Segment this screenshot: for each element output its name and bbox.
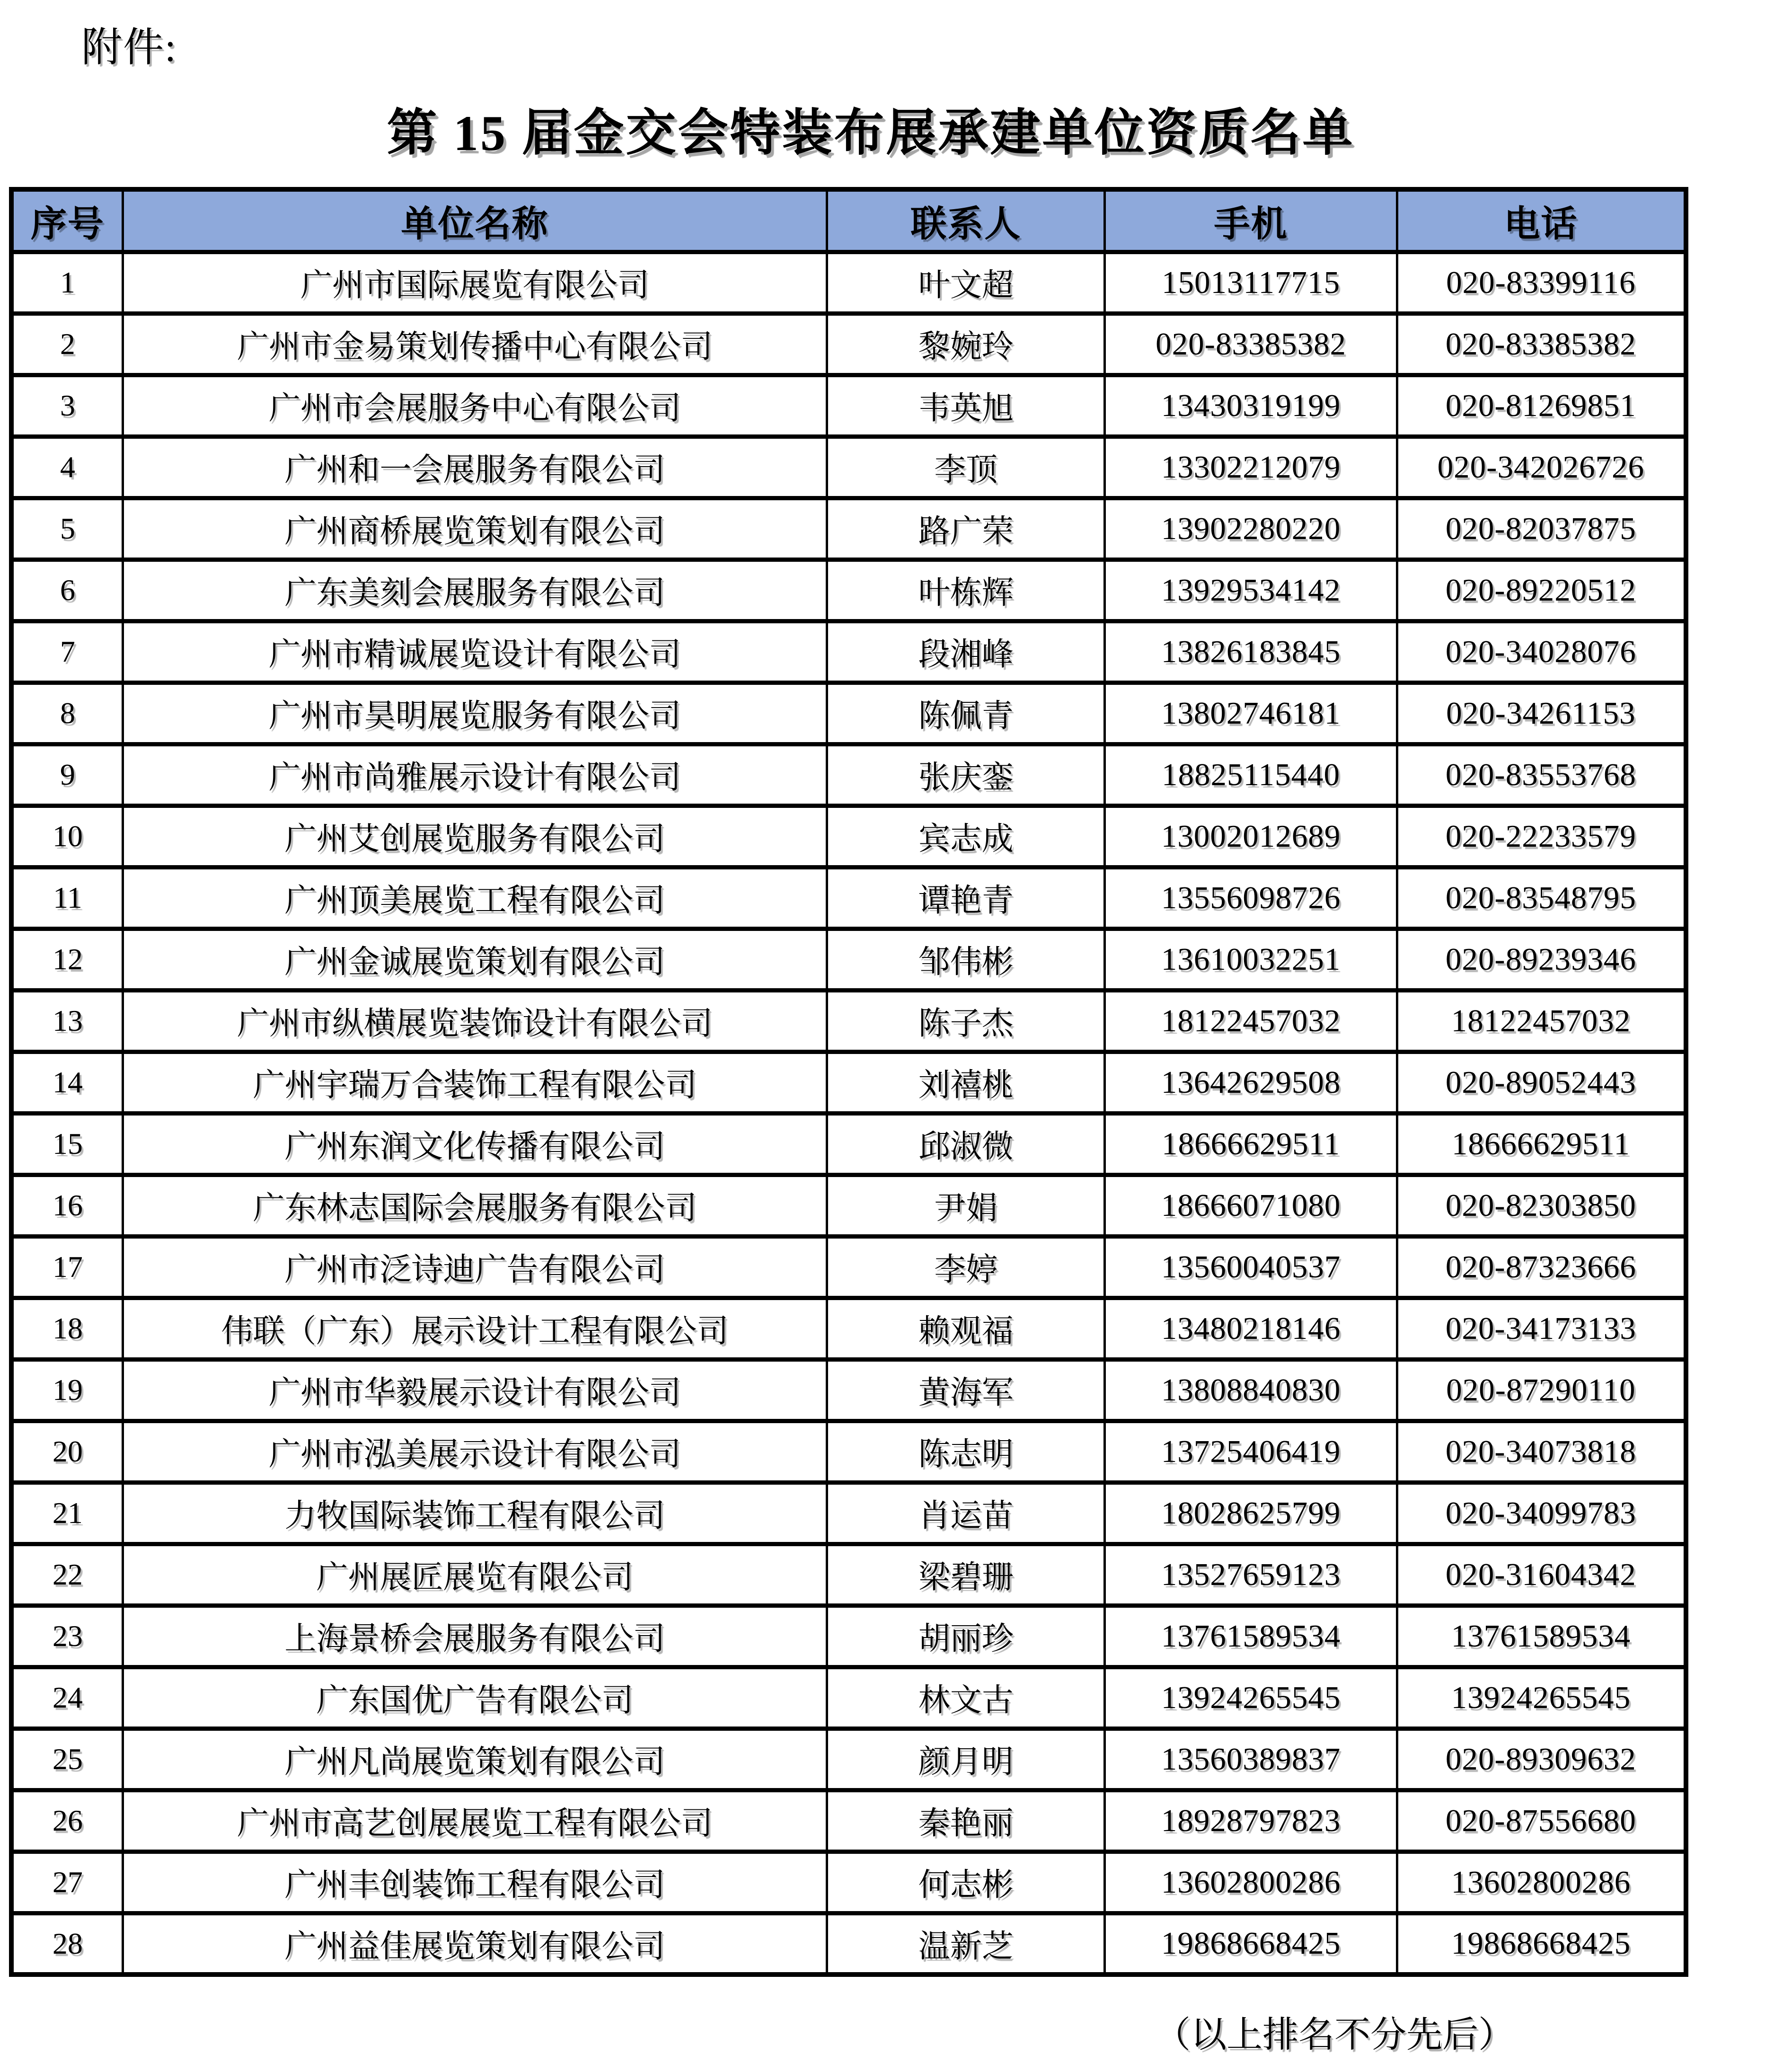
table-row bbox=[11, 498, 1686, 559]
company-name-cell: 广州市金易策划传播中心有限公司 bbox=[123, 313, 827, 375]
contact-name-cell: 胡丽珍 bbox=[827, 1605, 1104, 1667]
company-name-cell: 广东国优广告有限公司 bbox=[123, 1667, 827, 1728]
company-name-cell: 广州东润文化传播有限公司 bbox=[123, 1113, 827, 1175]
row-number-cell: 12 bbox=[11, 929, 123, 990]
column-header-no: 序号 bbox=[11, 189, 123, 252]
mobile-cell: 19868668425 bbox=[1105, 1913, 1397, 1975]
phone-cell: 13761589534 bbox=[1397, 1605, 1686, 1667]
company-name-cell: 力牧国际装饰工程有限公司 bbox=[123, 1482, 827, 1544]
table-row bbox=[11, 682, 1686, 744]
row-number-cell: 10 bbox=[11, 806, 123, 867]
phone-cell: 020-82037875 bbox=[1397, 498, 1686, 559]
mobile-cell: 13430319199 bbox=[1105, 375, 1397, 436]
row-number-cell: 9 bbox=[11, 744, 123, 806]
row-number-cell: 3 bbox=[11, 375, 123, 436]
contact-name-cell: 黄海军 bbox=[827, 1359, 1104, 1421]
contact-name-cell: 林文古 bbox=[827, 1667, 1104, 1728]
table-row bbox=[11, 1544, 1686, 1605]
table-row bbox=[11, 252, 1686, 313]
mobile-cell: 13560389837 bbox=[1105, 1728, 1397, 1790]
table-row bbox=[11, 1913, 1686, 1975]
company-name-cell: 广东林志国际会展服务有限公司 bbox=[123, 1175, 827, 1236]
phone-cell: 19868668425 bbox=[1397, 1913, 1686, 1975]
table-row bbox=[11, 990, 1686, 1052]
company-name-cell: 广州艾创展览服务有限公司 bbox=[123, 806, 827, 867]
mobile-cell: 18825115440 bbox=[1105, 744, 1397, 806]
phone-cell: 020-34073818 bbox=[1397, 1421, 1686, 1482]
mobile-cell: 13725406419 bbox=[1105, 1421, 1397, 1482]
phone-cell: 020-83399116 bbox=[1397, 252, 1686, 313]
phone-cell: 020-82303850 bbox=[1397, 1175, 1686, 1236]
mobile-cell: 13929534142 bbox=[1105, 559, 1397, 621]
mobile-cell: 18122457032 bbox=[1105, 990, 1397, 1052]
table-row bbox=[11, 313, 1686, 375]
row-number-cell: 11 bbox=[11, 867, 123, 929]
table-row bbox=[11, 1113, 1686, 1175]
company-name-cell: 广州市昊明展览服务有限公司 bbox=[123, 682, 827, 744]
company-name-cell: 广州顶美展览工程有限公司 bbox=[123, 867, 827, 929]
company-name-cell: 上海景桥会展服务有限公司 bbox=[123, 1605, 827, 1667]
mobile-cell: 15013117715 bbox=[1105, 252, 1397, 313]
phone-cell: 020-89220512 bbox=[1397, 559, 1686, 621]
mobile-cell: 13002012689 bbox=[1105, 806, 1397, 867]
company-name-cell: 广州市精诚展览设计有限公司 bbox=[123, 621, 827, 682]
row-number-cell: 25 bbox=[11, 1728, 123, 1790]
contact-name-cell: 颜月明 bbox=[827, 1728, 1104, 1790]
contact-name-cell: 陈子杰 bbox=[827, 990, 1104, 1052]
table-row bbox=[11, 1298, 1686, 1359]
phone-cell: 020-31604342 bbox=[1397, 1544, 1686, 1605]
table-row bbox=[11, 559, 1686, 621]
column-header-contact: 联系人 bbox=[827, 189, 1104, 252]
contact-name-cell: 温新芝 bbox=[827, 1913, 1104, 1975]
table-row bbox=[11, 1790, 1686, 1851]
company-name-cell: 广州益佳展览策划有限公司 bbox=[123, 1913, 827, 1975]
row-number-cell: 24 bbox=[11, 1667, 123, 1728]
contact-name-cell: 刘禧桃 bbox=[827, 1052, 1104, 1113]
phone-cell: 13602800286 bbox=[1397, 1851, 1686, 1913]
row-number-cell: 13 bbox=[11, 990, 123, 1052]
company-name-cell: 广州市华毅展示设计有限公司 bbox=[123, 1359, 827, 1421]
phone-cell: 020-22233579 bbox=[1397, 806, 1686, 867]
table-row bbox=[11, 806, 1686, 867]
company-name-cell: 广州凡尚展览策划有限公司 bbox=[123, 1728, 827, 1790]
contact-name-cell: 邹伟彬 bbox=[827, 929, 1104, 990]
row-number-cell: 28 bbox=[11, 1913, 123, 1975]
contact-name-cell: 肖运苗 bbox=[827, 1482, 1104, 1544]
mobile-cell: 020-83385382 bbox=[1105, 313, 1397, 375]
contact-name-cell: 尹娟 bbox=[827, 1175, 1104, 1236]
table-row bbox=[11, 929, 1686, 990]
row-number-cell: 19 bbox=[11, 1359, 123, 1421]
table-row bbox=[11, 1851, 1686, 1913]
phone-cell: 020-87290110 bbox=[1397, 1359, 1686, 1421]
table-row bbox=[11, 436, 1686, 498]
phone-cell: 18666629511 bbox=[1397, 1113, 1686, 1175]
mobile-cell: 13924265545 bbox=[1105, 1667, 1397, 1728]
mobile-cell: 13642629508 bbox=[1105, 1052, 1397, 1113]
row-number-cell: 20 bbox=[11, 1421, 123, 1482]
contact-name-cell: 陈志明 bbox=[827, 1421, 1104, 1482]
contact-name-cell: 陈佩青 bbox=[827, 682, 1104, 744]
column-header-mobile: 手机 bbox=[1105, 189, 1397, 252]
table-row bbox=[11, 1359, 1686, 1421]
row-number-cell: 5 bbox=[11, 498, 123, 559]
table-header-row bbox=[11, 189, 1686, 252]
company-name-cell: 广州市泓美展示设计有限公司 bbox=[123, 1421, 827, 1482]
contact-name-cell: 叶文超 bbox=[827, 252, 1104, 313]
contact-name-cell: 何志彬 bbox=[827, 1851, 1104, 1913]
column-header-company: 单位名称 bbox=[123, 189, 827, 252]
row-number-cell: 6 bbox=[11, 559, 123, 621]
table-row bbox=[11, 867, 1686, 929]
company-name-cell: 广州商桥展览策划有限公司 bbox=[123, 498, 827, 559]
mobile-cell: 18928797823 bbox=[1105, 1790, 1397, 1851]
contact-name-cell: 赖观福 bbox=[827, 1298, 1104, 1359]
table-row bbox=[11, 744, 1686, 806]
contact-name-cell: 张庆銮 bbox=[827, 744, 1104, 806]
mobile-cell: 13560040537 bbox=[1105, 1236, 1397, 1298]
company-name-cell: 广东美刻会展服务有限公司 bbox=[123, 559, 827, 621]
row-number-cell: 1 bbox=[11, 252, 123, 313]
company-name-cell: 广州宇瑞万合装饰工程有限公司 bbox=[123, 1052, 827, 1113]
row-number-cell: 26 bbox=[11, 1790, 123, 1851]
company-name-cell: 广州市高艺创展展览工程有限公司 bbox=[123, 1790, 827, 1851]
qualification-table bbox=[9, 187, 1688, 1977]
mobile-cell: 13808840830 bbox=[1105, 1359, 1397, 1421]
phone-cell: 020-34173133 bbox=[1397, 1298, 1686, 1359]
contact-name-cell: 邱淑微 bbox=[827, 1113, 1104, 1175]
mobile-cell: 13480218146 bbox=[1105, 1298, 1397, 1359]
table-row bbox=[11, 375, 1686, 436]
phone-cell: 020-83548795 bbox=[1397, 867, 1686, 929]
mobile-cell: 13610032251 bbox=[1105, 929, 1397, 990]
mobile-cell: 13826183845 bbox=[1105, 621, 1397, 682]
company-name-cell: 广州市泛诗迪广告有限公司 bbox=[123, 1236, 827, 1298]
phone-cell: 020-83385382 bbox=[1397, 313, 1686, 375]
row-number-cell: 14 bbox=[11, 1052, 123, 1113]
phone-cell: 18122457032 bbox=[1397, 990, 1686, 1052]
footer-note: （以上排名不分先后） bbox=[1155, 2015, 1514, 2055]
phone-cell: 020-81269851 bbox=[1397, 375, 1686, 436]
contact-name-cell: 李婷 bbox=[827, 1236, 1104, 1298]
table-row bbox=[11, 1052, 1686, 1113]
row-number-cell: 2 bbox=[11, 313, 123, 375]
row-number-cell: 22 bbox=[11, 1544, 123, 1605]
phone-cell: 020-87323666 bbox=[1397, 1236, 1686, 1298]
table-row bbox=[11, 1605, 1686, 1667]
row-number-cell: 23 bbox=[11, 1605, 123, 1667]
table-row bbox=[11, 1482, 1686, 1544]
row-number-cell: 8 bbox=[11, 682, 123, 744]
mobile-cell: 13302212079 bbox=[1105, 436, 1397, 498]
mobile-cell: 13602800286 bbox=[1105, 1851, 1397, 1913]
company-name-cell: 广州金诚展览策划有限公司 bbox=[123, 929, 827, 990]
mobile-cell: 13802746181 bbox=[1105, 682, 1397, 744]
row-number-cell: 4 bbox=[11, 436, 123, 498]
table-row bbox=[11, 1728, 1686, 1790]
phone-cell: 020-342026726 bbox=[1397, 436, 1686, 498]
contact-name-cell: 秦艳丽 bbox=[827, 1790, 1104, 1851]
row-number-cell: 15 bbox=[11, 1113, 123, 1175]
table-row bbox=[11, 1175, 1686, 1236]
mobile-cell: 18028625799 bbox=[1105, 1482, 1397, 1544]
row-number-cell: 27 bbox=[11, 1851, 123, 1913]
contact-name-cell: 韦英旭 bbox=[827, 375, 1104, 436]
table-row bbox=[11, 1667, 1686, 1728]
contact-name-cell: 宾志成 bbox=[827, 806, 1104, 867]
phone-cell: 020-89309632 bbox=[1397, 1728, 1686, 1790]
company-name-cell: 广州展匠展览有限公司 bbox=[123, 1544, 827, 1605]
row-number-cell: 16 bbox=[11, 1175, 123, 1236]
table-row bbox=[11, 621, 1686, 682]
page-title: 第 15 届金交会特装布展承建单位资质名单 bbox=[387, 106, 1355, 161]
table-row bbox=[11, 1236, 1686, 1298]
row-number-cell: 21 bbox=[11, 1482, 123, 1544]
company-name-cell: 广州和一会展服务有限公司 bbox=[123, 436, 827, 498]
contact-name-cell: 黎婉玲 bbox=[827, 313, 1104, 375]
contact-name-cell: 谭艳青 bbox=[827, 867, 1104, 929]
phone-cell: 020-34261153 bbox=[1397, 682, 1686, 744]
company-name-cell: 伟联（广东）展示设计工程有限公司 bbox=[123, 1298, 827, 1359]
row-number-cell: 7 bbox=[11, 621, 123, 682]
contact-name-cell: 李顶 bbox=[827, 436, 1104, 498]
company-name-cell: 广州市国际展览有限公司 bbox=[123, 252, 827, 313]
mobile-cell: 13527659123 bbox=[1105, 1544, 1397, 1605]
phone-cell: 13924265545 bbox=[1397, 1667, 1686, 1728]
company-name-cell: 广州市会展服务中心有限公司 bbox=[123, 375, 827, 436]
mobile-cell: 13556098726 bbox=[1105, 867, 1397, 929]
contact-name-cell: 叶栋辉 bbox=[827, 559, 1104, 621]
mobile-cell: 18666071080 bbox=[1105, 1175, 1397, 1236]
contact-name-cell: 段湘峰 bbox=[827, 621, 1104, 682]
row-number-cell: 17 bbox=[11, 1236, 123, 1298]
company-name-cell: 广州丰创装饰工程有限公司 bbox=[123, 1851, 827, 1913]
phone-cell: 020-89239346 bbox=[1397, 929, 1686, 990]
row-number-cell: 18 bbox=[11, 1298, 123, 1359]
company-name-cell: 广州市尚雅展示设计有限公司 bbox=[123, 744, 827, 806]
mobile-cell: 18666629511 bbox=[1105, 1113, 1397, 1175]
phone-cell: 020-34099783 bbox=[1397, 1482, 1686, 1544]
phone-cell: 020-89052443 bbox=[1397, 1052, 1686, 1113]
table-row bbox=[11, 1421, 1686, 1482]
attachment-label: 附件: bbox=[81, 25, 177, 70]
phone-cell: 020-34028076 bbox=[1397, 621, 1686, 682]
mobile-cell: 13761589534 bbox=[1105, 1605, 1397, 1667]
column-header-phone: 电话 bbox=[1397, 189, 1686, 252]
phone-cell: 020-83553768 bbox=[1397, 744, 1686, 806]
mobile-cell: 13902280220 bbox=[1105, 498, 1397, 559]
contact-name-cell: 梁碧珊 bbox=[827, 1544, 1104, 1605]
phone-cell: 020-87556680 bbox=[1397, 1790, 1686, 1851]
contact-name-cell: 路广荣 bbox=[827, 498, 1104, 559]
company-name-cell: 广州市纵横展览装饰设计有限公司 bbox=[123, 990, 827, 1052]
